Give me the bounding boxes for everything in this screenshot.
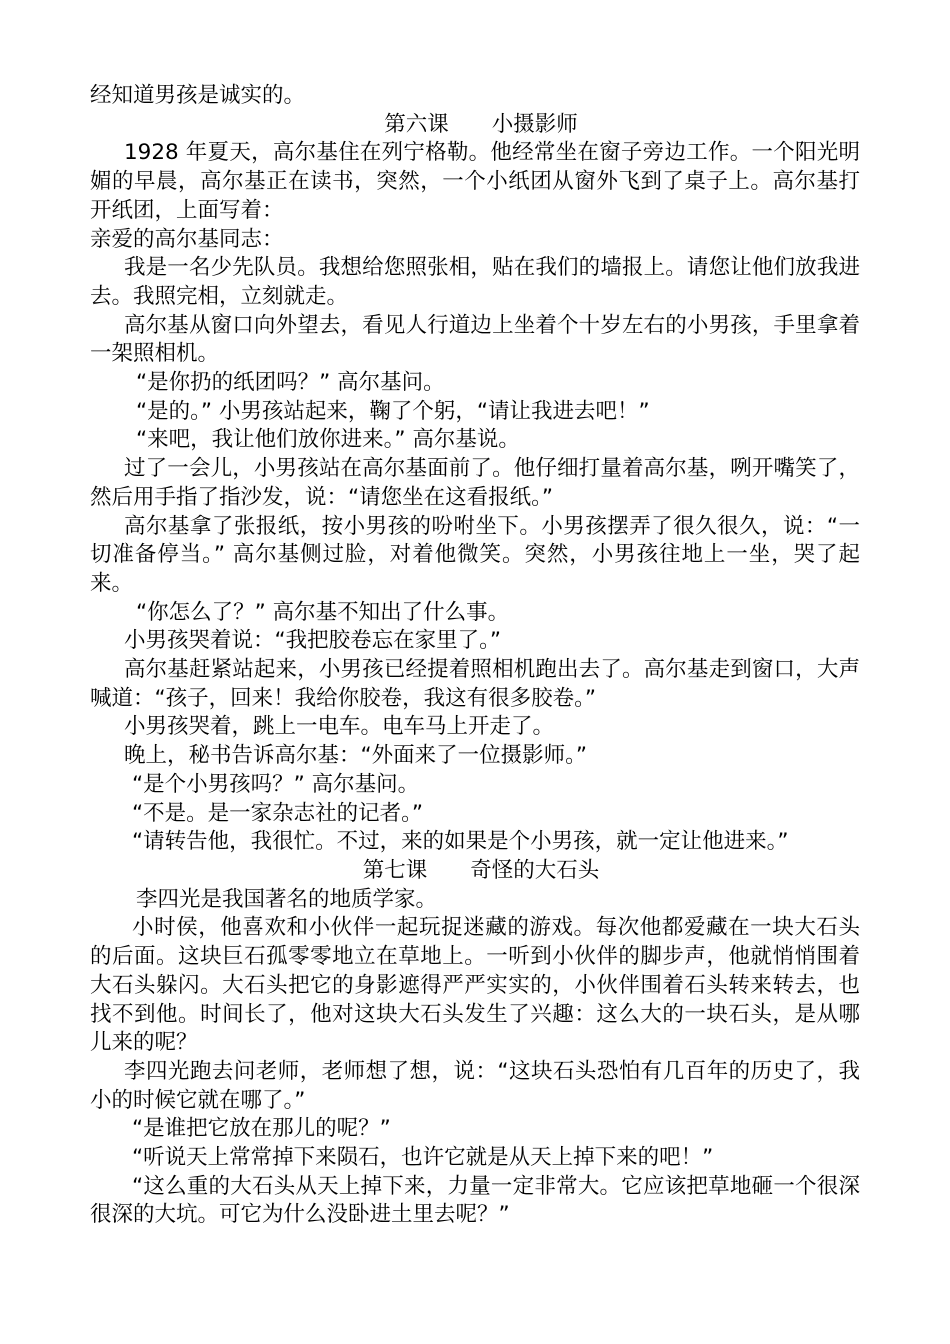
paragraph: “这么重的大石头从天上掉下来，力量一定非常大。它应该把草地砸一个很深很深的大坑。可它为什么没卧进土里去呢？” <box>90 1173 860 1228</box>
document-page <box>90 82 860 1230</box>
paragraph: 李四光是我国著名的地质学家。 <box>136 886 438 912</box>
paragraph: 小男孩哭着，跳上一电车。电车马上开走了。 <box>124 714 555 740</box>
lesson-title: 第六课 小摄影师 <box>384 111 578 137</box>
lesson-title: 第七课 奇怪的大石头 <box>362 857 600 883</box>
paragraph: “来吧，我让他们放你进来。” 高尔基说。 <box>136 427 520 453</box>
paragraph: 高尔基从窗口向外望去，看见人行道边上坐着个十岁左右的小男孩，手里拿着一架照相机。 <box>90 312 860 367</box>
paragraph: 李四光跑去问老师，老师想了想，说：“这块石头恐怕有几百年的历史了，我小的时候它就在哪了。” <box>90 1058 860 1113</box>
paragraph: 亲爱的高尔基同志： <box>90 226 284 252</box>
paragraph: “是个小男孩吗？” 高尔基问。 <box>132 771 420 797</box>
paragraph: 高尔基赶紧站起来，小男孩已经提着照相机跑出去了。高尔基走到窗口，大声喊道：“孩子，回来！我给你胶卷，我这有很多胶卷。” <box>90 657 860 711</box>
paragraph: 小男孩哭着说：“我把胶卷忘在家里了。” <box>124 628 502 654</box>
paragraph: 1928 年夏天，高尔基住在列宁格勒。他经常坐在窗子旁边工作。一个阳光明媚的早晨，高尔基正在读书，突然，一个小纸团从窗外飞到了桌子上。高尔基打开纸团，上面写着： <box>90 140 860 223</box>
paragraph: “你怎么了？” 高尔基不知出了什么事。 <box>136 599 510 625</box>
paragraph: 我是一名少先队员。我想给您照张相，贴在我们的墙报上。请您让他们放我进去。我照完相，立刻就走。 <box>90 255 860 309</box>
paragraph: “不是。是一家杂志社的记者。” <box>132 800 424 826</box>
paragraph: 过了一会儿，小男孩站在高尔基面前了。他仔细打量着高尔基，咧开嘴笑了，然后用手指了指沙发，说：“请您坐在这看报纸。” <box>90 456 860 510</box>
paragraph: 高尔基拿了张报纸，按小男孩的吩咐坐下。小男孩摆弄了很久很久，说：“一切准备停当。” 高尔基侧过脸，对着他微笑。突然，小男孩往地上一坐，哭了起来。 <box>90 513 860 596</box>
paragraph: 经知道男孩是诚实的。 <box>90 83 306 108</box>
paragraph: “听说天上常常掉下来陨石，也许它就是从天上掉下来的吧！” <box>132 1145 714 1171</box>
paragraph: “请转告他，我很忙。不过，来的如果是个小男孩，就一定让他进来。” <box>132 829 789 855</box>
paragraph: 晚上，秘书告诉高尔基：“外面来了一位摄影师。” <box>124 743 588 769</box>
paragraph: “是你扔的纸团吗？” 高尔基问。 <box>136 370 445 396</box>
paragraph: “是谁把它放在那儿的呢？” <box>132 1116 391 1142</box>
paragraph: “是的。” 小男孩站起来，鞠了个躬，“请让我进去吧！” <box>136 398 650 424</box>
paragraph: 小时侯，他喜欢和小伙伴一起玩捉迷藏的游戏。每次他都爱藏在一块大石头的后面。这块巨石孤零零地立在草地上。一听到小伙伴的脚步声，他就悄悄围着大石头躲闪。大石头把它的身影遮得严严实实的，小伙伴围着石头转来转去，也找不到他。时间长了，他对这块大石头发生了兴趣：这么大的一块石头，是从哪儿来的呢？ <box>90 915 860 1056</box>
